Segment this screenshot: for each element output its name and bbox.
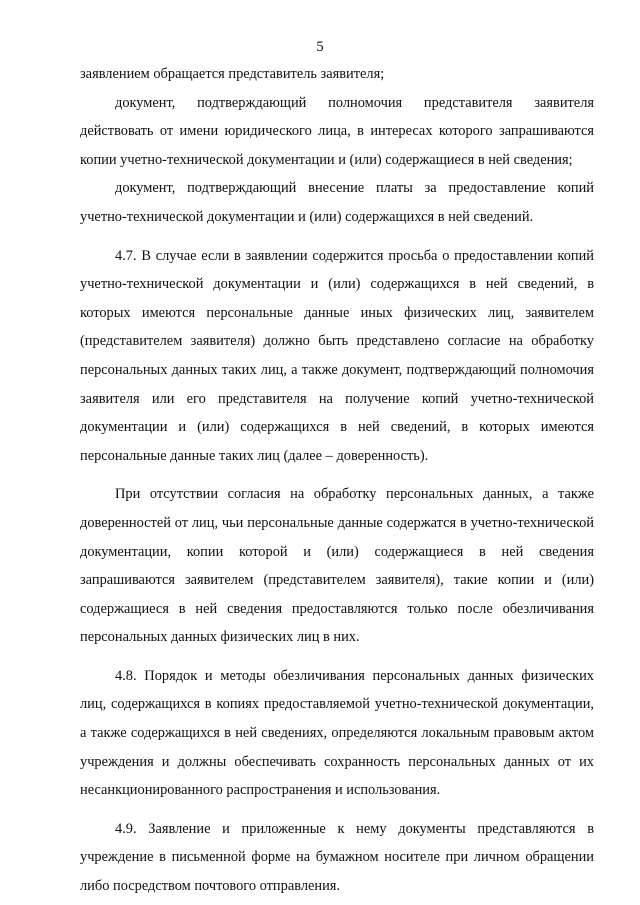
paragraph-applicant-representative: заявлением обращается представитель заявителя; xyxy=(80,66,385,82)
paragraph-no-consent: При отсутствии согласия на обработку персональных данных, а также доверенностей от лиц, чьи персональные данные содержатся в учетно-технической документации, копии которой и (или) содержащиеся в ней сведения запрашиваются заявителем (представителем заявителя), такие копии и (или) содержащиеся в ней сведения предоставляются только после обезличивания персональных данных физических лиц в них. xyxy=(80,486,594,646)
paragraph-4-8: 4.8. Порядок и методы обезличивания персональных данных физических лиц, содержащихся в копиях предоставляемой учетно-технической документации, а также содержащихся в ней сведениях, определяются локальным правовым актом учреждения и должны обеспечивать сохранность персональных данных от их несанкционированного распространения и использования. xyxy=(80,667,594,799)
paragraph-4-7: 4.7. В случае если в заявлении содержится просьба о предоставлении копий учетно-технической документации и (или) содержащихся в ней сведений, в которых имеются персональные данные иных физических лиц, заявителем (представителем заявителя) должно быть представлено согласие на обработку персональных данных таких лиц, а также документ, подтверждающий полномочия заявителя или его представителя на получение копий учетно-технической документации и (или) содержащихся в ней сведений, в которых имеются персональные данные таких лиц (далее – доверенность). xyxy=(80,247,594,464)
page-number: 5 xyxy=(316,39,324,55)
document-body xyxy=(80,60,594,901)
paragraph-payment-document: документ, подтверждающий внесение платы за предоставление копий учетно-технической документации и (или) содержащихся в ней сведений. xyxy=(80,180,594,225)
paragraph-authority-document: документ, подтверждающий полномочия представителя заявителя действовать от имени юридического лица, в интересах которого запрашиваются копии учетно-технической документации и (или) содержащиеся в ней сведения; xyxy=(80,94,594,168)
paragraph-4-9: 4.9. Заявление и приложенные к нему документы представляются в учреждение в письменной форме на бумажном носителе при личном обращении либо посредством почтового отправления. xyxy=(80,820,594,895)
